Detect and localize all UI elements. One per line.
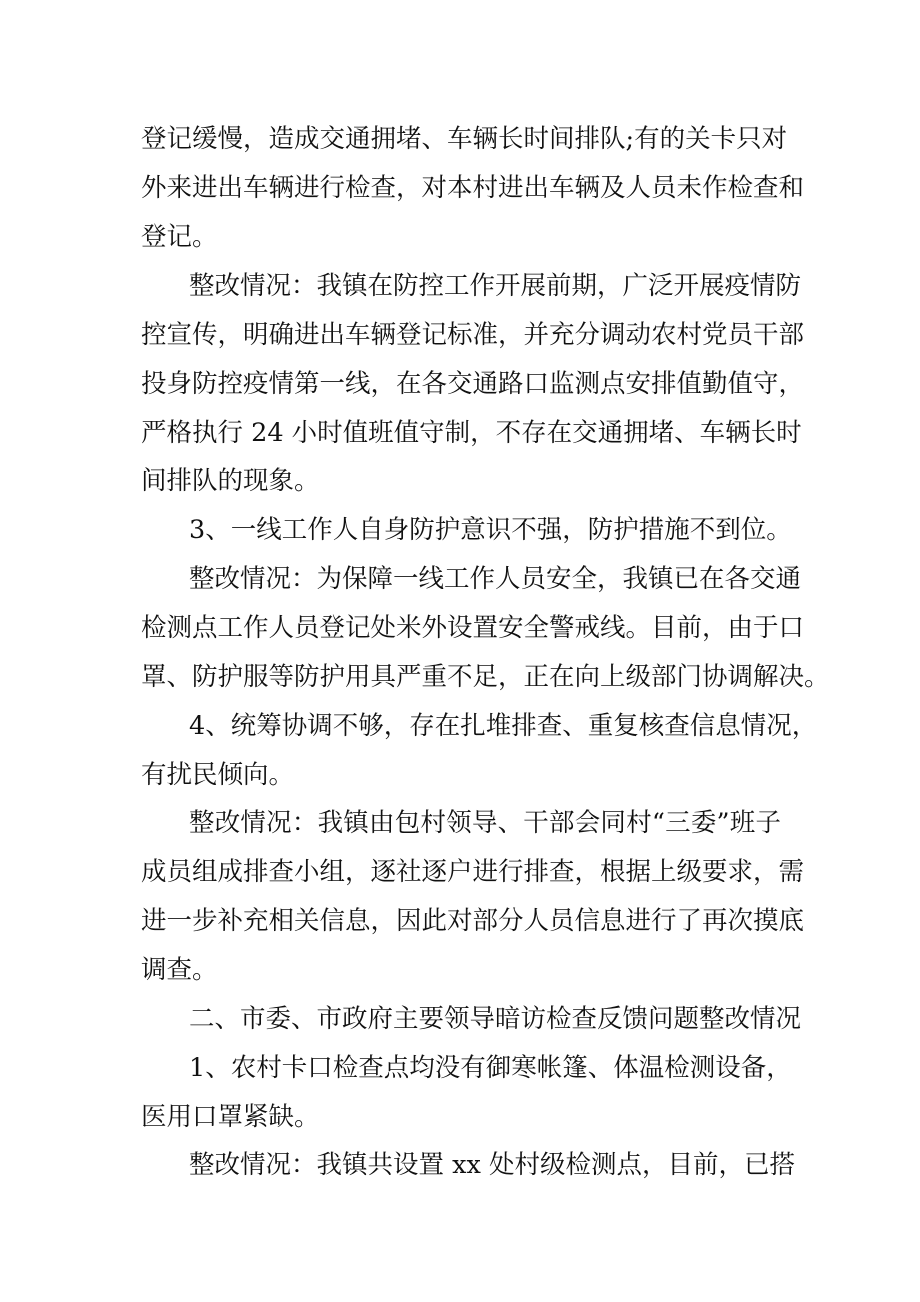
text-line: 成员组成排查小组，逐社逐户进行排查，根据上级要求，需 — [141, 857, 805, 887]
section-heading: 二、市委、市政府主要领导暗访检查反馈问题整改情况 — [189, 1004, 802, 1034]
text-line: 外来进出车辆进行检查，对本村进出车辆及人员未作检查和 — [141, 173, 805, 203]
text-line: 罩、防护服等防护用具严重不足，正在向上级部门协调解决。 — [141, 662, 830, 692]
text-line: 整改情况：我镇由包村领导、干部会同村“三委”班子 — [189, 808, 781, 838]
text-line: 严格执行 24 小时值班值守制，不存在交通拥堵、车辆长时 — [141, 418, 802, 448]
text-line: 4、统筹协调不够，存在扎堆排查、重复核查信息情况， — [189, 711, 818, 741]
text-line: 调查。 — [141, 955, 218, 985]
text-line: 登记缓慢，造成交通拥堵、车辆长时间排队;有的关卡只对 — [141, 124, 788, 154]
text-line: 整改情况：为保障一线工作人员安全，我镇已在各交通 — [189, 564, 802, 594]
text-line: 整改情况：我镇共设置 xx 处村级检测点，目前，已搭 — [189, 1150, 795, 1180]
text-line: 间排队的现象。 — [141, 466, 320, 496]
text-line: 3、一线工作人自身防护意识不强，防护措施不到位。 — [189, 515, 792, 545]
text-line: 整改情况：我镇在防控工作开展前期，广泛开展疫情防 — [189, 271, 802, 301]
text-line: 控宣传，明确进出车辆登记标准，并充分调动农村党员干部 — [141, 320, 805, 350]
text-line: 检测点工作人员登记处米外设置安全警戒线。目前，由于口 — [141, 613, 805, 643]
text-line: 有扰民倾向。 — [141, 760, 295, 790]
text-line: 投身防控疫情第一线，在各交通路口监测点安排值勤值守， — [141, 369, 805, 399]
text-line: 医用口罩紧缺。 — [141, 1102, 320, 1132]
text-line: 1、农村卡口检查点均没有御寒帐篷、体温检测设备， — [189, 1053, 792, 1083]
text-line: 进一步补充相关信息，因此对部分人员信息进行了再次摸底 — [141, 906, 805, 936]
text-line: 登记。 — [141, 222, 218, 252]
